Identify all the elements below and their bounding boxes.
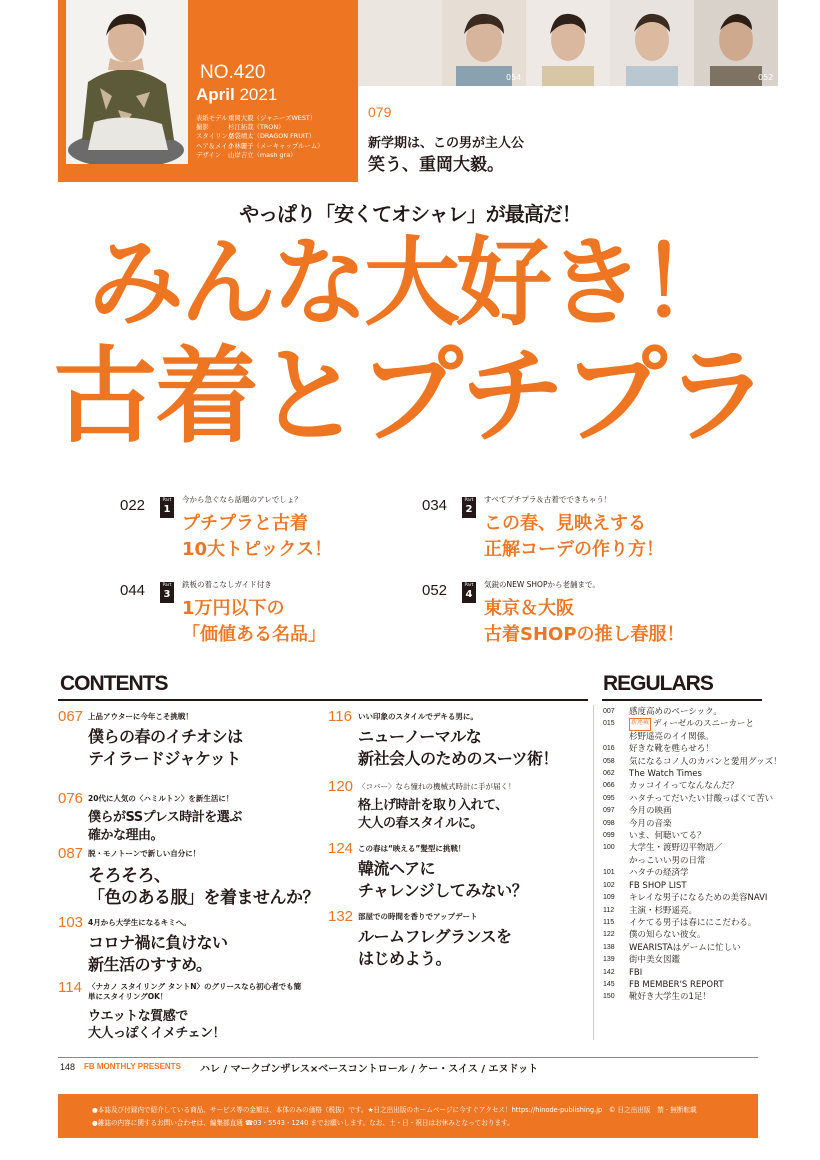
regulars-page-number: 007 (603, 708, 615, 715)
contents-title: 韓流ヘアに (358, 859, 436, 878)
issue-number: NO.420 (200, 62, 266, 83)
regulars-item[interactable] (603, 830, 783, 842)
regulars-title: FB SHOP LIST (629, 880, 687, 891)
footer-note: ●本誌及び付録内で紹介している商品、サービス等の金額は、本体のみの価格（税抜）です。★日之出出版のホームページに今すぐアクセス！https://hinode-publishing.jp © 日之出出版 禁・無断転載 (92, 1106, 697, 1114)
regulars-heading: REGULARS (603, 672, 713, 695)
part-lead: 鉄板の着こなしガイド付き (182, 580, 272, 589)
contents-title: 「色のある服」を着ませんか？ (88, 888, 319, 908)
new-series-tag: 新連載 (629, 718, 651, 730)
regulars-item[interactable] (603, 706, 783, 718)
credit-row: 表紙モデル 重岡大毅（ジャニーズWEST） (196, 114, 317, 122)
regulars-title: 杉野遥亮のイイ関係。 (629, 731, 714, 742)
footer-band (58, 1094, 758, 1138)
contents-page-number: 114 (58, 979, 82, 996)
regulars-item[interactable] (603, 818, 783, 830)
regulars-title: ディーゼルのスニーカーと (653, 719, 754, 730)
part-title: 10大トピックス！ (182, 539, 333, 560)
part-title: 1万円以下の (182, 598, 285, 619)
regulars-title: 主演・杉野遥亮。 (629, 905, 698, 916)
part-title: 古着SHOPの推し春服！ (484, 624, 685, 645)
regulars-item[interactable] (603, 793, 783, 805)
footer-note: ●雑誌の内容に関するお問い合わせは、編集部直通 ☎03・5543・1240 までお願いします。なお、土・日・祝日はお休みとなっております。 (92, 1119, 514, 1127)
thumbnail-photo (442, 0, 526, 86)
regulars-item[interactable] (603, 743, 783, 755)
thumbnail-photo (610, 0, 694, 86)
part-badge: Part 4 (462, 582, 476, 603)
regulars-title: いま、何聴いてる？ (629, 831, 706, 842)
credit-row: スタイリング 島袋靖太（DRAGON FRUIT） (196, 132, 316, 141)
regulars-title: 靴好き大学生の1足！ (629, 992, 711, 1003)
contents-lead: 上品アウターに今年こそ挑戦！ (88, 712, 193, 721)
thumbnail-page-number: 052 (758, 73, 774, 82)
regulars-page-number: 100 (603, 844, 615, 852)
credit-row: ヘア＆メイク 小林麗子（メーキャップルーム） (196, 141, 324, 150)
regulars-item[interactable] (603, 880, 783, 892)
feature-thumbnails (358, 0, 778, 86)
thumbnail-photo (358, 0, 442, 86)
page-number: 148 (60, 1062, 76, 1072)
regulars-title: WEARISTAはゲームに忙しい (629, 942, 741, 953)
regulars-page-number: 058 (603, 757, 615, 765)
regulars-title: ハタチってだいたい甘酸っぱくて苦い (629, 793, 774, 804)
main-feature-title-line1: みんな大好き！ (88, 227, 732, 339)
regulars-item[interactable] (603, 731, 783, 743)
regulars-page-number: 138 (603, 943, 615, 951)
contents-page-number: 124 (328, 840, 354, 857)
contents-title: ルームフレグランスを (358, 927, 512, 946)
contents-page-number: 116 (328, 708, 352, 725)
regulars-title: 感度高めのベーシック。 (629, 707, 722, 717)
footer-rule (58, 1057, 758, 1058)
part-badge: Part 1 (160, 497, 174, 518)
regulars-title: 好きな靴を甦らせろ！ (629, 744, 714, 755)
regulars-title: キレイな男子になるための美容NAVI (629, 893, 768, 904)
cover-model-photo (66, 0, 188, 164)
regulars-page-number: 142 (603, 968, 615, 976)
regulars-page-number: 095 (603, 794, 615, 802)
regulars-page-number: 102 (603, 881, 615, 889)
part-badge: Part 2 (462, 497, 476, 518)
part-title: 「価値ある名品」 (182, 624, 326, 645)
column-divider (593, 705, 594, 1040)
regulars-item[interactable] (603, 855, 783, 867)
contents-page-number: 067 (58, 708, 84, 725)
contents-lead: 脱・モノトーンで新しい自分に！ (88, 849, 201, 858)
regulars-title: 街中美女図鑑 (629, 955, 681, 966)
issue-date (196, 85, 277, 105)
regulars-page-number: 101 (603, 869, 615, 877)
contents-lead: この春は“映える”髪型に挑戦！ (358, 844, 466, 853)
thumbnail-photo (694, 0, 778, 86)
contents-heading: CONTENTS (60, 672, 168, 695)
regulars-page-number: 016 (603, 745, 615, 753)
contents-page-number: 103 (58, 914, 84, 931)
contents-title: ニューノーマルな (358, 727, 482, 746)
regulars-item[interactable] (603, 917, 783, 929)
contents-title: はじめよう。 (358, 949, 452, 968)
presents-brands: ハレ / マークゴンザレス×ベースコントロール / ケー・スイス / エヌドット (200, 1064, 539, 1075)
contents-title: 僕らの春のイチオシは (88, 727, 243, 746)
part-page-number: 034 (422, 497, 448, 514)
feature-page-number: 079 (368, 104, 392, 120)
part-lead: 気鋭のNEW SHOPから老舗まで。 (484, 580, 600, 589)
issue-year: 2021 (239, 85, 278, 104)
part-title: 正解コーデの作り方！ (484, 539, 664, 560)
contents-lead: いい印象のスタイルでデキる男に。 (358, 712, 478, 721)
regulars-item[interactable] (603, 905, 783, 917)
contents-title: そろそろ、 (88, 866, 171, 886)
regulars-title: イケてる男子は春ににこだわる。 (629, 917, 757, 928)
regulars-title: 気になるコノ人のカバンと愛用グッズ！ (629, 756, 782, 767)
contents-title: 大人の春スタイルに。 (358, 816, 483, 831)
part-title: この春、見映えする (484, 513, 646, 534)
contents-lead: 4月から大学生になるキミへ。 (88, 918, 191, 927)
regulars-item[interactable] (603, 768, 783, 780)
regulars-item[interactable] (603, 756, 783, 768)
regulars-page-number (603, 855, 629, 867)
contents-title: 格上げ時計を取り入れて、 (358, 798, 508, 813)
regulars-page-number: 062 (603, 770, 615, 778)
regulars-title: FBI (629, 967, 643, 978)
regulars-list (603, 706, 783, 1004)
regulars-item[interactable] (603, 979, 783, 991)
regulars-page-number: 115 (603, 918, 615, 926)
regulars-page-number: 145 (603, 980, 615, 988)
contents-page-number: 087 (58, 845, 84, 862)
regulars-title: カッコイイってなんなんだ？ (629, 781, 739, 792)
regulars-page-number: 139 (603, 956, 615, 964)
main-feature-title-line2: 古着とプチプラ (52, 335, 767, 457)
contents-lead: 部屋での時間を香りでアップデート (358, 912, 478, 921)
regulars-item[interactable] (603, 780, 783, 792)
main-feature-kicker: やっぱり「安くてオシャレ」が最高だ！ (239, 202, 581, 226)
regulars-page-number: 097 (603, 807, 615, 815)
contents-title: ウエットな質感で (88, 1009, 188, 1024)
regulars-item[interactable] (603, 842, 783, 854)
contents-lead: 20代に人気の〈ハミルトン〉を新生活に！ (88, 794, 234, 803)
regulars-page-number: 099 (603, 832, 615, 840)
contents-title: 新生活のすすめ。 (88, 955, 212, 974)
contents-title: コロナ禍に負けない (88, 933, 228, 952)
regulars-page-number: 098 (603, 819, 615, 827)
regulars-page-number: 122 (603, 931, 615, 939)
contents-title: 大人っぽくイメチェン！ (88, 1026, 225, 1041)
regulars-title: The Watch Times (629, 769, 702, 780)
contents-title: テイラードジャケット (88, 749, 241, 768)
part-lead: 今から急ぐなら話題のアレでしょ？ (182, 495, 302, 504)
regulars-page-number (603, 731, 629, 743)
issue-month: April (196, 85, 235, 104)
regulars-item[interactable] (603, 991, 783, 1003)
contents-divider (58, 699, 588, 701)
regulars-item[interactable] (603, 942, 783, 954)
regulars-item[interactable] (603, 867, 783, 879)
part-lead: すべてプチプラ＆古着でできちゃう！ (484, 495, 612, 504)
feature-title: 笑う、重岡大毅。 (368, 155, 504, 175)
contents-page-number: 120 (328, 778, 354, 795)
contents-page-number: 132 (328, 908, 354, 925)
regulars-item[interactable] (603, 929, 783, 941)
thumbnail-photo (526, 0, 610, 86)
regulars-item[interactable] (603, 892, 783, 904)
presents-label: FB MONTHLY PRESENTS (84, 1062, 181, 1071)
regulars-item[interactable] (603, 967, 783, 979)
credit-row: デザイン 山岸吉立（mash gra） (196, 150, 297, 159)
regulars-page-number: 015 (603, 720, 615, 728)
regulars-item[interactable] (603, 954, 783, 966)
contents-page-number: 076 (58, 790, 84, 807)
part-page-number: 022 (120, 497, 146, 514)
contents-lead: 〈ナカノ スタイリング タントN〉のグリースなら初心者でも簡単にスタイリングOK！ (88, 982, 302, 1001)
regulars-divider (602, 699, 762, 701)
part-page-number: 044 (120, 582, 146, 599)
regulars-item[interactable] (603, 718, 783, 730)
contents-lead: 〈コバー〉なら憧れの機械式時計に手が届く！ (358, 782, 516, 791)
contents-title: 確かな理由。 (88, 828, 164, 843)
contents-title: 僕らがSSプレス時計を選ぶ (88, 810, 242, 825)
part-badge: Part 3 (160, 582, 174, 603)
cover-credits (196, 114, 356, 160)
regulars-page-number: 150 (603, 993, 615, 1001)
regulars-title: かっこいい男の日常 (629, 855, 706, 866)
regulars-page-number: 112 (603, 906, 615, 914)
contents-title: チャレンジしてみない？ (358, 881, 528, 900)
thumbnail-page-number: 054 (506, 73, 522, 82)
feature-subtitle: 新学期は、この男が主人公 (368, 136, 525, 151)
regulars-title: 大学生・渡野辺平物語／ (629, 843, 723, 854)
credit-row: 撮影 杉江拓哉（TRON） (196, 123, 285, 132)
part-title: 東京＆大阪 (484, 598, 574, 619)
regulars-item[interactable] (603, 805, 783, 817)
contents-title: 新社会人のためのスーツ術！ (358, 749, 559, 768)
regulars-title: 今月の音楽 (629, 818, 672, 829)
regulars-page-number: 109 (603, 894, 615, 902)
regulars-page-number: 066 (603, 782, 615, 790)
part-page-number: 052 (422, 582, 448, 599)
regulars-title: 今月の映画 (629, 806, 672, 817)
regulars-title: ハタチの経済学 (629, 868, 689, 879)
regulars-title: 僕の知らない彼女。 (629, 930, 706, 941)
regulars-title: FB MEMBER'S REPORT (629, 979, 724, 990)
part-title: プチプラと古着 (182, 513, 308, 534)
